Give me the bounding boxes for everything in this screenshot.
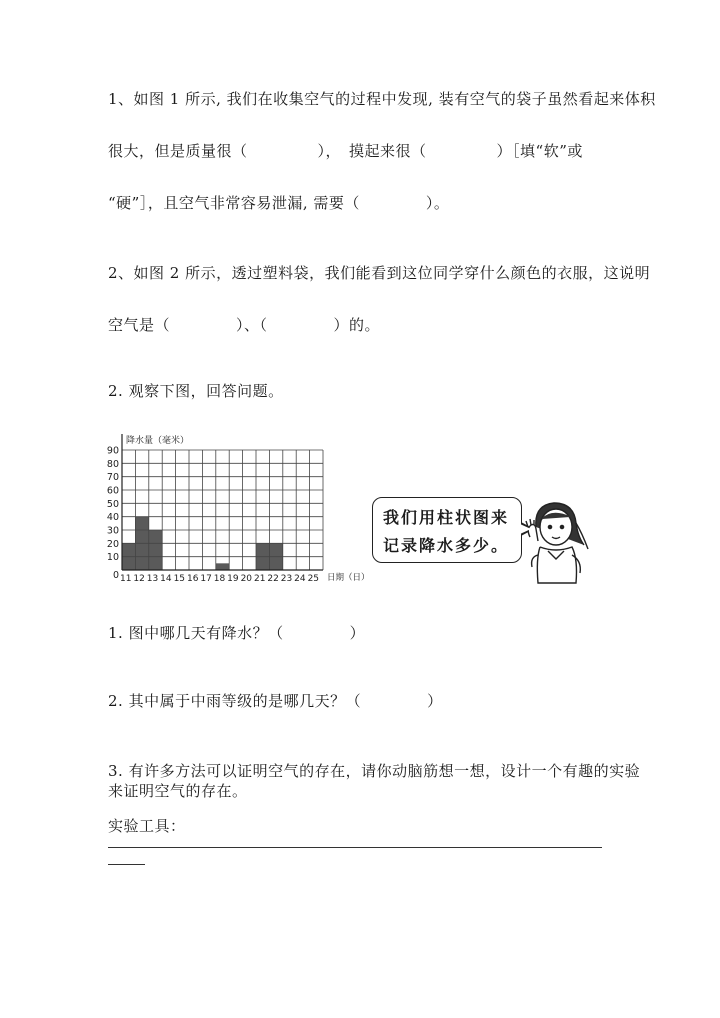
q2-text-a: 空气是（ (108, 316, 171, 334)
x-tick-22: 22 (267, 574, 279, 584)
question-3-line2: 来证明空气的存在。 (108, 782, 248, 800)
q1-text-d: “硬”］，且空气非常容易泄漏, 需要（ (108, 194, 360, 212)
q1-text-c: ）［填“软”或 (496, 142, 583, 160)
y-tick-10: 10 (106, 552, 119, 564)
y-tick-90: 90 (106, 445, 119, 457)
rainfall-bar-chart (100, 428, 375, 590)
x-tick-20: 20 (240, 574, 253, 584)
x-tick-11: 11 (119, 574, 132, 584)
q1-line3 (108, 192, 449, 213)
question-2 (108, 690, 443, 711)
x-tick-15: 15 (173, 574, 186, 584)
q1-line2 (108, 140, 583, 161)
x-tick-13: 13 (146, 574, 159, 584)
x-tick-23: 23 (280, 574, 293, 584)
question-1-text: 1. 图中哪几天有降水？（ (108, 624, 284, 642)
x-tick-21: 21 (253, 574, 266, 584)
y-tick-70: 70 (106, 472, 119, 484)
speech-bubble (372, 497, 522, 563)
x-tick-24: 24 (294, 574, 306, 584)
q2-text-b: ）、（ (236, 316, 268, 334)
q1-text-b: ）， 摸起来很（ (317, 142, 427, 160)
q1-text-e: ）。 (425, 194, 450, 212)
y-tick-0: 0 (112, 570, 119, 581)
x-tick-14: 14 (160, 574, 172, 584)
girl-illustration (522, 497, 592, 587)
section2-heading: 2. 观察下图，回答问题。 (108, 382, 284, 400)
q1-line1: 1、如图 1 所示, 我们在收集空气的过程中发现, 装有空气的袋子虽然看起来体积 (108, 90, 656, 108)
q1-text-a: 很大，但是质量很（ (108, 142, 248, 160)
y-tick-60: 60 (106, 485, 119, 497)
x-tick-25: 25 (307, 574, 320, 584)
question-1 (108, 622, 365, 643)
x-tick-17: 17 (200, 574, 212, 584)
question-1-end: ） (349, 624, 366, 642)
question-2-end: ） (427, 692, 443, 710)
y-tick-40: 40 (106, 512, 119, 524)
y-tick-80: 80 (106, 458, 119, 470)
q2-line2 (108, 314, 380, 335)
answer-line[interactable] (108, 847, 602, 848)
y-tick-50: 50 (106, 498, 119, 510)
bar-18 (216, 563, 229, 570)
y-axis-label: 降水量（毫米） (126, 436, 190, 446)
bar-13 (149, 530, 162, 570)
x-tick-16: 16 (186, 574, 199, 584)
x-axis-label: 日期（日） (327, 573, 370, 583)
bubble-line1: 我们用柱状图来 (383, 508, 510, 527)
q2-text-c: ）的。 (333, 316, 381, 334)
x-tick-19: 19 (227, 574, 239, 584)
q2-line1: 2、如图 2 所示，透过塑料袋，我们能看到这位同学穿什么颜色的衣服，这说明 (108, 264, 651, 282)
x-tick-18: 18 (213, 574, 226, 584)
tools-label: 实验工具： (108, 817, 186, 835)
question-3-line1: 3. 有许多方法可以证明空气的存在，请你动脑筋想一想，设计一个有趣的实验 (108, 762, 641, 780)
x-tick-12: 12 (133, 574, 145, 584)
y-tick-30: 30 (106, 525, 119, 537)
bubble-line2: 记录降水多少。 (383, 536, 510, 555)
y-tick-20: 20 (106, 538, 119, 550)
answer-line-short[interactable] (108, 864, 145, 865)
question-2-text: 2. 其中属于中雨等级的是哪几天？（ (108, 692, 362, 710)
